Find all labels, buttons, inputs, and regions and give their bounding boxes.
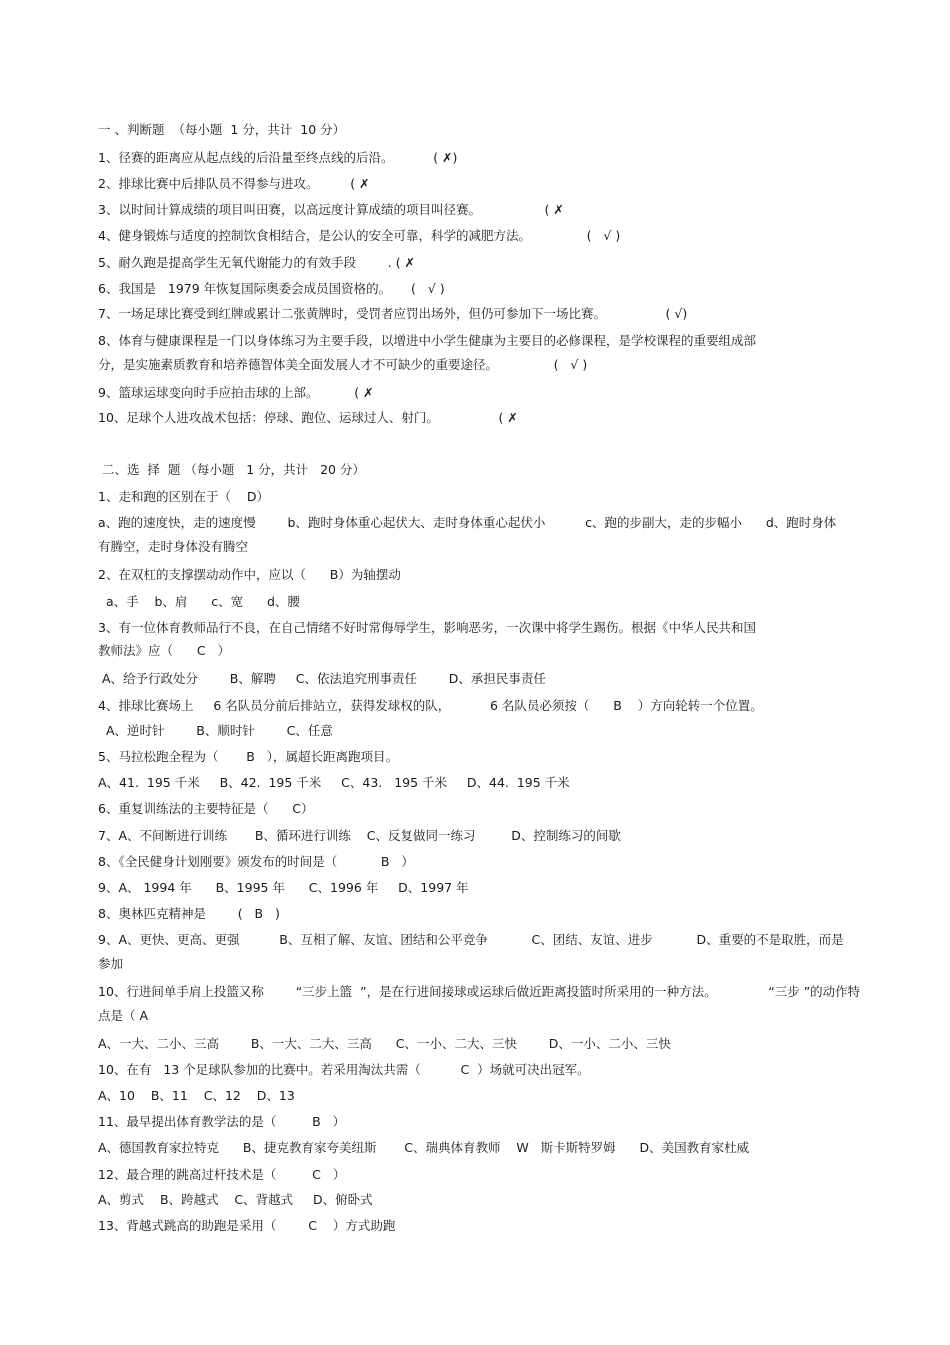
section2-title: 二、选 择 题 （每小题 1 分，共计 20 分） [98, 462, 365, 477]
judge-question-6: 6、我国是 1979 年恢复国际奥委会成员国资格的。 ( √ ) [98, 281, 445, 296]
judge-question-3: 3、以时间计算成绩的项目叫田赛，以高远度计算成绩的项目叫径赛。 ( ✗ [98, 202, 564, 217]
choice-line: 8、奥林匹克精神是 ( B ) [98, 906, 280, 921]
judge-question-9: 9、篮球运球变向时手应拍击球的上部。 ( ✗ [98, 385, 374, 400]
judge-question-7: 7、一场足球比赛受到红牌或累计二张黄牌时，受罚者应罚出场外，但仍可参加下一场比赛。 ( √) [98, 306, 688, 321]
section1-title: 一 、判断题 （每小题 1 分，共计 10 分） [98, 122, 346, 137]
choice-line: 10、在有 13 个足球队参加的比赛中。若采用淘汰共需（ C ）场就可决出冠军。 [98, 1062, 590, 1077]
choice-line: 4、排球比赛场上 6 名队员分前后排站立，获得发球权的队， 6 名队员必须按（ B ）方向轮转一个位置。 [98, 698, 763, 713]
choice-line: 12、最合理的跳高过杆技术是（ C ） [98, 1167, 346, 1182]
choice-line: A、剪式 B、跨越式 C、背越式 D、俯卧式 [98, 1192, 373, 1207]
choice-line: a、跑的速度快，走的速度慢 b、跑时身体重心起伏大、走时身体重心起伏小 c、跑的步副大，走的步幅小 d、跑时身体 [98, 515, 837, 530]
choice-line: A、41. 195 千米 B、42. 195 千米 C、43. 195 千米 D、44. 195 千米 [98, 775, 570, 790]
judge-question-4: 4、健身锻炼与适度的控制饮食相结合，是公认的安全可靠，科学的减肥方法。 ( √ ) [98, 228, 621, 243]
choice-line: 2、在双杠的支撑摆动动作中，应以（ B）为轴摆动 [98, 567, 401, 582]
choice-line: a、手 b、肩 c、宽 d、腰 [98, 594, 300, 609]
choice-line: 6、重复训练法的主要特征是（ C） [98, 801, 314, 816]
judge-question-10: 10、足球个人进攻战术包括：停球、跑位、运球过人、射门。 ( ✗ [98, 410, 518, 425]
choice-line: 7、A、不间断进行训练 B、循环进行训练 C、反复做同一练习 D、控制练习的间歇 [98, 828, 621, 843]
choice-line: 1、走和跑的区别在于（ D） [98, 489, 269, 504]
choice-line: 5、马拉松跑全程为（ B ），属超长距离跑项目。 [98, 749, 399, 764]
choice-line: 13、背越式跳高的助跑是采用（ C ）方式助跑 [98, 1218, 396, 1233]
choice-line: A、给予行政处分 B、解聘 C、依法追究刑事责任 D、承担民事责任 [98, 671, 546, 686]
judge-question-1: 1、径赛的距离应从起点线的后沿量至终点线的后沿。 ( ✗) [98, 150, 458, 165]
choice-line: A、一大、二小、三高 B、一大、二大、三高 C、一小、二大、三快 D、一小、二小、三快 [98, 1036, 671, 1051]
judge-question-2: 2、排球比赛中后排队员不得参与进攻。 ( ✗ [98, 176, 370, 191]
judge-question-8: 8、体育与健康课程是一门以身体练习为主要手段，以增进中小学生健康为主要目的必修课程，是学校课程的重要组成部 [98, 333, 756, 348]
choice-line: 8、《全民健身计划刚要》颁发布的时间是（ B ） [98, 854, 414, 869]
choice-line: A、德国教育家拉特克 B、捷克教育家夸美纽斯 C、瑞典体育教师 W 斯卡斯特罗姆 D、美国教育家杜威 [98, 1140, 750, 1155]
choice-line: A、逆时针 B、顺时针 C、任意 [98, 723, 333, 738]
judge-question-8-cont: 分，是实施素质教育和培养德智体美全面发展人才不可缺少的重要途径。 ( √ ) [98, 357, 588, 372]
choice-line: 9、A、 1994 年 B、1995 年 C、1996 年 D、1997 年 [98, 880, 469, 895]
choice-line: 3、有一位体育教师品行不良，在自己情绪不好时常侮辱学生，影响恶劣，一次课中将学生踢伤。根据《中华人民共和国 [98, 620, 756, 635]
choice-line: 有腾空，走时身体没有腾空 [98, 539, 249, 554]
judge-question-5: 5、耐久跑是提高学生无氧代谢能力的有效手段 . ( ✗ [98, 255, 416, 270]
choice-line: 11、最早提出体育教学法的是（ B ） [98, 1114, 346, 1129]
choice-line: 9、A、更快、更高、更强 B、互相了解、友谊、团结和公平竞争 C、团结、友谊、进步 D、重要的不是取胜，而是 [98, 932, 844, 947]
choice-line: 10、行进间单手肩上投篮又称 “三步上篮 ”，是在行进间接球或运球后做近距离投篮时所采用的一种方法。 “三步 ”的动作特 [98, 984, 861, 999]
choice-line: 点是（ A [98, 1008, 149, 1023]
choice-line: A、10 B、11 C、12 D、13 [98, 1088, 295, 1103]
choice-line: 参加 [98, 956, 124, 971]
choice-line: 教师法》应（ C ） [98, 643, 230, 658]
